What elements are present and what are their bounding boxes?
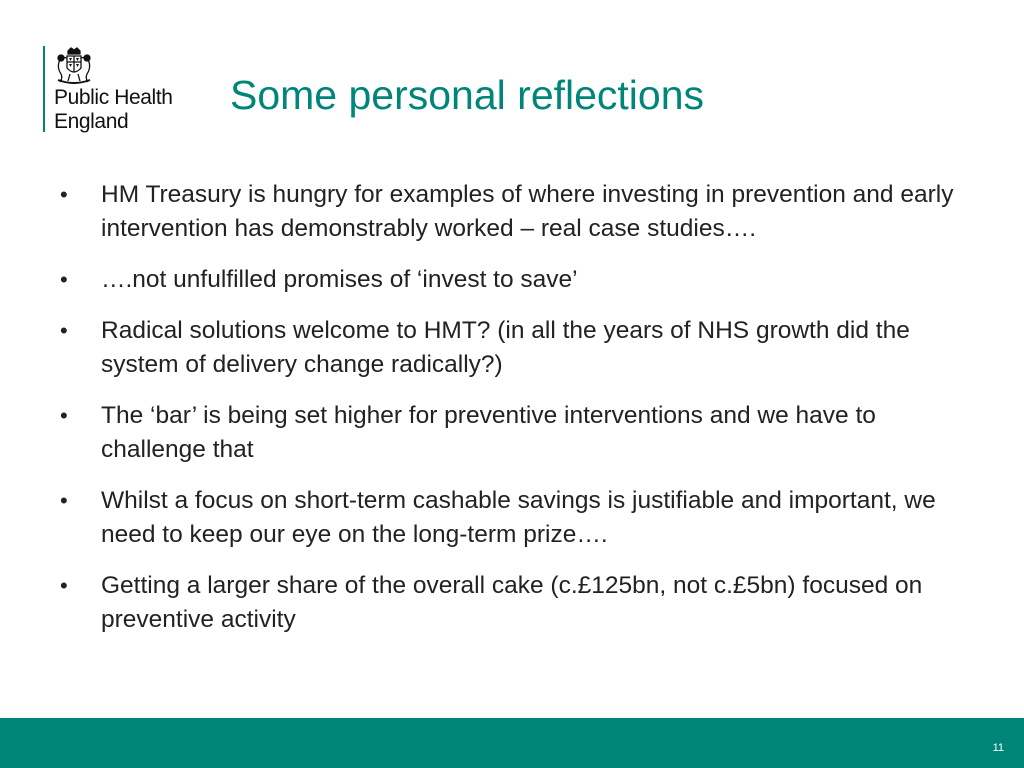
slide-title: Some personal reflections (230, 72, 705, 118)
logo-text-line-2: England (54, 110, 129, 133)
public-health-england-logo (43, 44, 203, 134)
bullet-marker: • (60, 318, 68, 343)
bullet-text: HM Treasury is hungry for examples of where investing in prevention and early intervention has demonstrably worked – real case studies…. (101, 181, 954, 242)
bullet-text: The ‘bar’ is being set higher for preventive interventions and we have to challenge that (101, 402, 876, 463)
bullet-item (60, 314, 960, 382)
bullet-marker: • (60, 267, 68, 292)
bullet-item (60, 484, 960, 552)
bullet-item (60, 569, 960, 637)
bullet-text: ….not unfulfilled promises of ‘invest to save’ (101, 266, 578, 293)
bullet-text: Getting a larger share of the overall cake (c.£125bn, not c.£5bn) focused on preventive activity (101, 572, 923, 633)
royal-coat-of-arms-icon (53, 46, 95, 86)
bullet-item (60, 263, 960, 297)
bullet-marker: • (60, 488, 68, 513)
bullet-marker: • (60, 403, 68, 428)
logo-divider (43, 46, 45, 132)
bullet-text: Radical solutions welcome to HMT? (in all the years of NHS growth did the system of delivery change radically?) (101, 317, 910, 378)
logo-text-line-1: Public Health (54, 86, 173, 109)
bullet-item (60, 399, 960, 467)
bullet-marker: • (60, 182, 68, 207)
page-number: 11 (992, 742, 1004, 754)
footer-bar (0, 718, 1024, 768)
bullet-item (60, 178, 960, 246)
bullet-text: Whilst a focus on short-term cashable savings is justifiable and important, we need to keep our eye on the long-term prize…. (101, 487, 936, 548)
bullet-marker: • (60, 573, 68, 598)
bullet-list (60, 178, 960, 654)
